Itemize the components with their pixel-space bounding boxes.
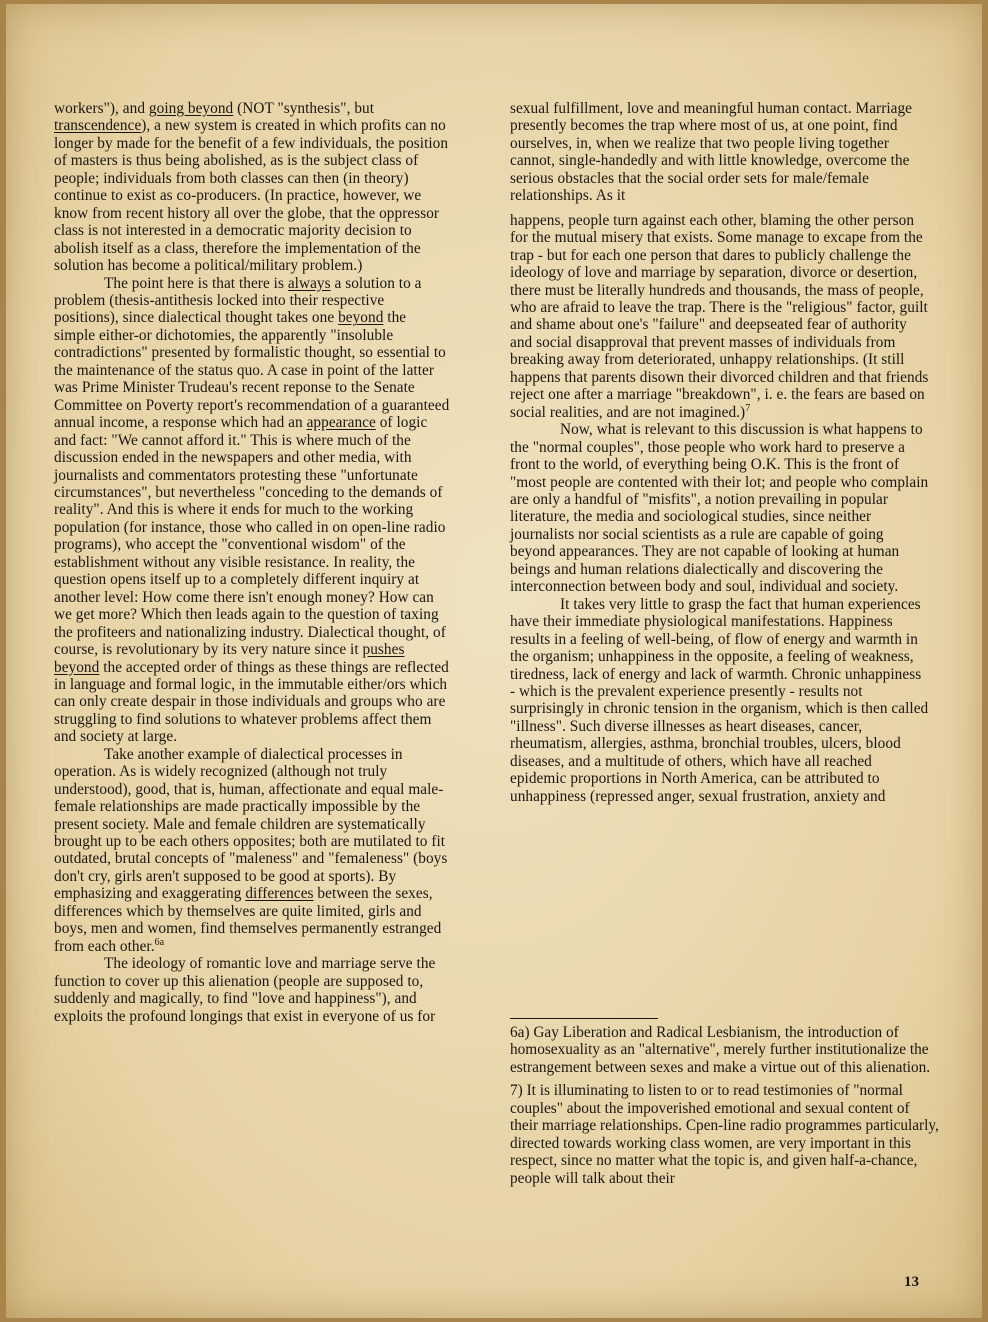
left-paragraph-3 [54, 746, 450, 955]
right-paragraph-4: It takes very little to grasp the fact that human experiences have their immediate physiological manifestations. Happiness results in a feeling of well-being, of flow of energy and warmth in the organism; unhappiness in the opposite, a feeling of weakness, tiredness, lack of energy and lack of warmth. Chronic unhappiness - which is the prevalent experience presently - results not surprisingly in chronic tension in the organism, which is then called "illness". Such diverse illnesses as heart diseases, cancer, rheumatism, allergies, asthma, bronchial troubles, ulcers, blood diseases, and a multitude of others, which have all reached epidemic proportions in North America, can be attributed to unhappiness (repressed anger, sexual frustration, anxiety and [510, 595, 929, 805]
left-paragraph-1 [54, 100, 450, 275]
left-paragraph-2 [54, 275, 450, 746]
text-run: between the sexes, differences which by themselves are quite limited, girls and boys, men and women, find themselves permanently estranged from each other. [54, 885, 442, 955]
underlined-phrase: always [287, 274, 331, 292]
underlined-phrase: transcendence [54, 117, 142, 135]
text-run: (NOT "synthesis", but [233, 100, 375, 117]
text-run: happens, people turn against each other, blaming the other person for the mutual misery that exists. Some manage to excape from the trap - but for each one person that dares to publicly challenge the ideology of love and marriage by separation, divorce or desertion, there must be literally hundreds and thousands, the mass of people, who are afraid to leave the trap. There is the "religious" factor, guilt and shame about one's "failure" and deepseated fear of authority and social disapproval that prevent masses of individuals from breaking away from deteriorated, unhappy relationships. (It still happens that parents disown their divorced children and that friends reject one after a marriage "breakdown", i. e. the fears are based on social realities, and are not imagined.) [510, 211, 929, 421]
magazine-page [6, 4, 982, 1318]
underlined-phrase: going beyond [148, 100, 234, 117]
text-run: a solution to a problem (thesis-antithesis locked into their respective positions), since dialectical thought takes one [54, 274, 422, 327]
left-column [54, 100, 450, 1025]
footnote-rule [510, 1018, 658, 1019]
underlined-phrase: differences [245, 885, 314, 903]
right-paragraph-2 [510, 212, 930, 421]
underlined-phrase: beyond [338, 309, 384, 327]
left-paragraph-4: The ideology of romantic love and marriage serve the function to cover up this alienation (people are supposed to, suddenly and magically, to find "love and happiness"), and exploits the profound longings that exist in everyone of us for [54, 955, 436, 1025]
text-run: the simple either-or dichotomies, the apparently "insoluble contradictions" presented by formalistic thought, so essential to the maintenance of the status quo. A case in point of the latter was Prime Minister Trudeau's recent reponse to the Senate Committee on Poverty report's recommendation of a guaranteed annual income, a response which had an [54, 309, 450, 432]
footnote-6a: 6a) Gay Liberation and Radical Lesbianism, the introduction of homosexuality as an "alternative", merely further institutionalize the estrangement between sexes and make a virtue out of this alienation. [510, 1024, 931, 1076]
text-run: of logic and fact: "We cannot afford it." This is where much of the discussion ended in the newspapers and other media, with journalists and commentators protesting these "unfortunate circumstances", but nevertheless "conceding to the demands of reality". And this is where it ends for much to the working population (for instance, those who called in on open-line radio programs), who accept the "conventional wisdom" of the establishment without any visible resistance. In reality, the question opens itself up to a completely different inquiry at another level: How come there isn't enough money? How can we get more? Which then leads again to the question of taxing the profiteers and nationalizing industry. Dialectical thought, of course, is revolutionary by its very nature since it [54, 414, 446, 659]
underlined-phrase: appearance [306, 414, 376, 432]
text-run: Take another example of dialectical processes in operation. As is widely recognized (although not truly understood), good, that is, human, affectionate and equal male-female relationships are made practically impossible by the present society. Male and female children are systematically brought up to be each others opposites; both are mutilated to fit outdated, brutal concepts of "maleness" and "femaleness" (boys don't cry, girls aren't supposed to be good at sports). By emphasizing and exaggerating [54, 745, 448, 903]
text-run: The point here is that there is [104, 274, 288, 292]
text-run: workers"), and [54, 100, 149, 117]
text-run: ), a new system is created in which profits can no longer by made for the benefit of a few individuals, the position of masters is thus being abolished, as is the subject class of people; individuals from both classes can then (in theory) continue to exist as co-producers. (In practice, however, we know from recent history all over the globe, that the oppressor class is not interested in a democratic majority decision to abolish itself as a class, therefore the implementation of the solution has become a political/military problem.) [54, 117, 449, 275]
right-paragraph-3: Now, what is relevant to this discussion is what happens to the "normal couples", those people who work hard to preserve a front to the world, of everything being O.K. This is the front of "most people are contented with their lot; and people who complain are only a handful of "misfits", a notion prevailing in popular literature, the media and sociological studies, since neither journalists nor social scientists as a rule are capable of going beyond appearances. They are not capable of looking at human beings and human relations dialectically and discovering the interconnection between body and soul, individual and society. [510, 421, 929, 596]
footnote-marker: 7 [745, 402, 751, 414]
page-number: 13 [904, 1274, 919, 1290]
footnote-marker: 6a [154, 936, 165, 948]
right-column [510, 100, 930, 805]
right-paragraph-1: sexual fulfillment, love and meaningful human contact. Marriage presently becomes the trap where most of us, at one point, find ourselves, in, when we realize that two people living together cannot, single-handedly and with little knowledge, overcome the serious obstacles that the social order sets for male/female relationships. As it [510, 100, 913, 205]
footnotes [510, 1024, 940, 1193]
underlined-phrase: pushes beyond [54, 641, 405, 676]
text-run: the accepted order of things as these things are reflected in language and formal logic, in the immutable either/ors which can only create despair in those individuals and groups who are struggling to find solutions to whatever problems affect them and society at large. [54, 658, 449, 746]
footnote-7: 7) It is illuminating to listen to or to read testimonies of "normal couples" about the impoverished emotional and sexual content of their marriage relationships. Cpen-line radio programmes particularly, directed towards working class women, are very important in this respect, since no matter what the topic is, and given half-a-chance, people will talk about their [510, 1082, 939, 1187]
